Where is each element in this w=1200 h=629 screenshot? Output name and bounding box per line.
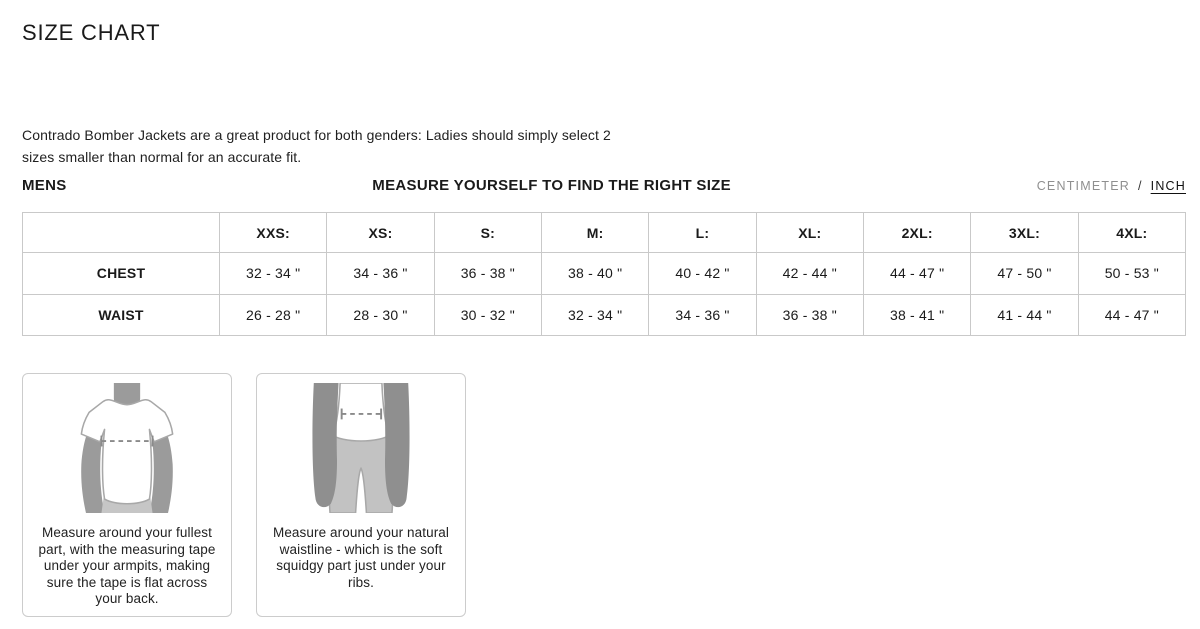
size-header-m: M: — [541, 213, 648, 253]
size-table-header-row — [23, 213, 1186, 253]
chest-guide-caption: Measure around your fullest part, with the measuring tape under your armpits, making sure the tape is flat across your back. — [38, 525, 216, 606]
gender-label: MENS — [22, 177, 67, 194]
waist-3xl: 41 - 44 " — [971, 294, 1078, 336]
waist-guide-caption: Measure around your natural waistline - which is the soft squidgy part just under your ribs. — [272, 525, 450, 590]
intro-text — [22, 124, 611, 168]
table-row-waist — [23, 294, 1186, 336]
chest-xxs: 32 - 34 " — [220, 253, 327, 295]
table-row-chest — [23, 253, 1186, 295]
row-label-waist: WAIST — [23, 294, 220, 336]
page-title: SIZE CHART — [22, 20, 161, 45]
chest-guide-card — [22, 373, 232, 617]
waist-measure-illustration — [302, 383, 420, 513]
unit-separator: / — [1137, 178, 1143, 193]
intro-line-2: sizes smaller than normal for an accurate fit. — [22, 149, 302, 165]
size-header-xl: XL: — [756, 213, 863, 253]
chest-measure-illustration — [68, 383, 186, 513]
chest-xs: 34 - 36 " — [327, 253, 434, 295]
waist-2xl: 38 - 41 " — [863, 294, 970, 336]
size-header-blank — [23, 213, 220, 253]
waist-l: 34 - 36 " — [649, 294, 756, 336]
chest-4xl: 50 - 53 " — [1078, 253, 1185, 295]
waist-xs: 28 - 30 " — [327, 294, 434, 336]
size-header-s: S: — [434, 213, 541, 253]
size-header-xxs: XXS: — [220, 213, 327, 253]
size-header-xs: XS: — [327, 213, 434, 253]
chest-3xl: 47 - 50 " — [971, 253, 1078, 295]
chest-2xl: 44 - 47 " — [863, 253, 970, 295]
size-header-3xl: 3XL: — [971, 213, 1078, 253]
size-chart-table — [22, 212, 1186, 336]
measure-heading: MEASURE YOURSELF TO FIND THE RIGHT SIZE — [372, 177, 731, 194]
row-label-chest: CHEST — [23, 253, 220, 295]
chest-s: 36 - 38 " — [434, 253, 541, 295]
waist-4xl: 44 - 47 " — [1078, 294, 1185, 336]
unit-inch-link[interactable]: INCH — [1150, 178, 1186, 193]
chest-xl: 42 - 44 " — [756, 253, 863, 295]
section-header-bar — [22, 177, 1186, 194]
waist-xxs: 26 - 28 " — [220, 294, 327, 336]
waist-m: 32 - 34 " — [541, 294, 648, 336]
intro-line-1: Contrado Bomber Jackets are a great product for both genders: Ladies should simply select 2 — [22, 127, 611, 143]
size-header-4xl: 4XL: — [1078, 213, 1185, 253]
measurement-guides — [22, 373, 466, 617]
size-header-2xl: 2XL: — [863, 213, 970, 253]
chest-l: 40 - 42 " — [649, 253, 756, 295]
size-header-l: L: — [649, 213, 756, 253]
waist-s: 30 - 32 " — [434, 294, 541, 336]
unit-toggle — [1037, 179, 1186, 193]
unit-centimeter-link[interactable]: CENTIMETER — [1036, 178, 1130, 193]
waist-xl: 36 - 38 " — [756, 294, 863, 336]
chest-m: 38 - 40 " — [541, 253, 648, 295]
waist-guide-card — [256, 373, 466, 617]
